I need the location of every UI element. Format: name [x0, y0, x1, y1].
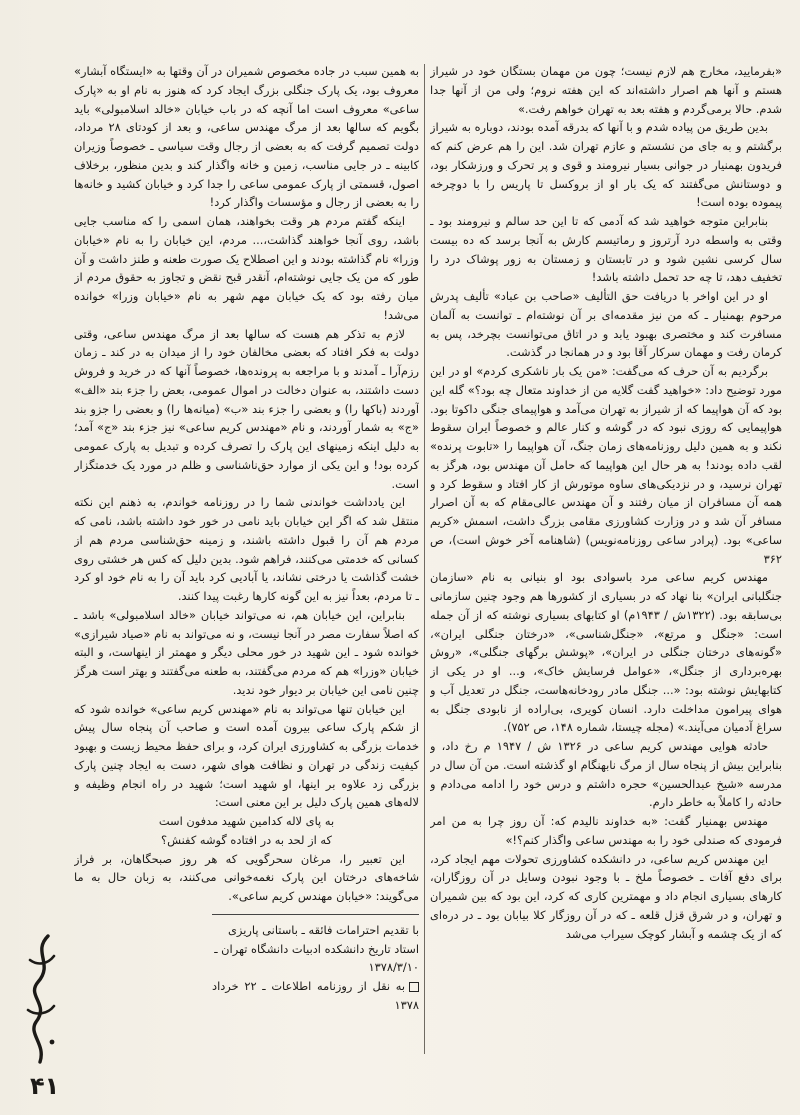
poem-line: به پای لاله کدامین شهید مدفون است: [158, 814, 335, 828]
paragraph: این مهندس کریم ساعی، در دانشکده کشاورزی تحولات مهم ایجاد کرد، برای دفع آفات ـ خصوصاً ملخ ـ با وجود نبودن وسایل در آن روزگاران، کارهای بسیاری انجام داد و مهمترین کاری که کرد، این بود که بین شمیران و تهران، و در شرق قزل قلعه ـ که در آن روزگار کلا بیابان بود ـ در دره‌ای که از یک چشمه و آبشار کوچک سیراب می‌شد: [430, 851, 782, 941]
page-number: ۴۱: [30, 1072, 60, 1100]
poem-line: که از لحد به در افتاده گوشه کفنش؟: [161, 832, 332, 847]
paragraph: «بفرمایید، مخارج هم لازم نیست؛ چون من مهمان بستگان خود در شیراز هستم و آنها هم اصرار داشته‌اند که این هفته نروم؛ ولی من از آنها جدا شدم. حالا برمی‌گردم و هفته بعد به تهران خواهم رفت.»: [430, 64, 782, 116]
paragraph: مهندس بهمنیار گفت: «به خداوند نالیدم که: آن روز چرا به من امر فرمودی که صندلی خود را به مهندس ساعی واگذار کنم؟!»: [430, 814, 782, 847]
paragraph: اینکه گفتم مردم هر وقت بخواهند، همان اسمی را که مناسب جایی باشد، روی آنجا خواهند گذاشت،... مردم، این خیابان را به نام «خیابان وزرا» نام گذاشته بودند و این اصطلاح یک صورت طعنه و طنز داشت و آن طور که من یک جایی نوشته‌ام، آنقدر قبح نقض و تجاوز به حقوق مردم از میان رفته بود که یک خیابان مهم شهر به نام «خیابان وزرا» خوانده می‌شد!: [74, 214, 419, 322]
paragraph: بنابراین، این خیابان هم، نه می‌تواند خیابان «خالد اسلامبولی» باشد ـ که اصلاً سفارت مصر در آنجا نیست، و نه می‌تواند به نام «صیاد شیرازی» خوانده شود ـ این شهید در خور محلی دیگر و مهمتر از اینهاست، و البته خیابان «وزرا» هم که مردم می‌گفتند، به طعنه می‌گفتند و بهتر است هرگز چنین نامی این خیابان بر دیوار خود ندید.: [74, 607, 419, 697]
paragraph: لازم به تذکر هم هست که سالها بعد از مرگ مهندس ساعی، وقتی دولت به فکر افتاد که بعضی مخالفان خود را از میدان به در کند ـ زمان رزم‌آرا ـ آمدند و با مراجعه به پرونده‌ها، خصوصاً آنها که در خرید و فروش دست داشتند، به عنوان دخالت در اموال عمومی، بعض را جزء بند «الف» آوردند (باکها را) و بعضی را جزء بند «ب» (میانه‌ها را) و بعضی را جزو بند «ج» به شمار آوردند، و نام «مهندس کریم ساعی» نیز جزء بند «ج» آمد؛ به دلیل اینکه زمینهای این پارک را تصرف کرده و تبدیل به پارک عمومی کرده بود! و این یکی از موارد حق‌ناشناسی و ظلم در مورد یک خدمتگزار است.: [74, 326, 419, 491]
paragraph: این خیابان تنها می‌تواند به نام «مهندس کریم ساعی» خوانده شود که از شکم پارک ساعی بیرون آمده است و صاحب آن پنجاه سال پیش خدمات بزرگی به کشاورزی ایران کرد، و برای حفظ محیط زیست و بهبود کیفیت زندگی در تهران و نظافت هوای شهر، دست به ایجاد چنین پارک بزرگی زد علاوه بر اینها، او شهید است؛ شهید در راه انجام وظیفه و لاله‌های همین پارک دلیل بر این معنی است:: [74, 701, 419, 810]
closing-paragraph: این تعبیر را، مرغان سحرگویی که هر روز صبحگاهان، بر فراز شاخه‌های درختان این پارک نغمه‌خوانی می‌کنند، به زبان حال به ما می‌گویند: «خیابان مهندس کریم ساعی».: [74, 851, 419, 903]
paragraph: برگردیم به آن حرف که می‌گفت: «من یک بار ناشکری کردم» او در این مورد توضیح داد: «خواهید گفت گلایه من از خداوند متعال چه بود؟» گله این بود که آن هواپیما که از شیراز به تهران می‌آمد و هواپیمای جنگی داکوتا بود. هواپیمایی که روزی نبود که در گوشه و کنار عالم و خصوصاً ایران سقوط نکند و به همین دلیل روزنامه‌های زمان جنگ، آن هواپیما را «تابوت پرنده» لقب داده بودند! به هر حال این هواپیما که حامل آن مهندس بود، هرگز به تهران نرسید، و در نزدیکی‌های ساوه موتورش از کار افتاد و سقوط کرد و همه آن مسافران از میان رفتند و آن مهندس عالی‌مقام که به آن اصرار مسافر آن شد و در وزارت کشاورزی مقامی بزرگ داشت، اسمش «کریم ساعی» بود. (پرادر ساعی روزنامه‌نویس) (شاهنامه آخر خوش است)، ص ۳۶۲: [430, 364, 782, 566]
kerman-logo-icon: [18, 930, 64, 1070]
column-divider: [424, 64, 425, 1054]
left-column: [74, 62, 419, 1062]
paragraph: به همین سبب در جاده مخصوص شمیران در آن وقتها به «ایستگاه آبشار» معروف بود، یک پارک جنگلی بزرگ ایجاد کرد که هنوز به نام او به «پارک ساعی» معروف است اما آنچه که در باب خیابان «خالد اسلامبولی» باید بگویم که سالها بعد از مرگ مهندس ساعی، و بعد از کودتای ۲۸ مرداد، دولت تصمیم گرفت که به بعضی از رجال وقت سیاسی ـ خصوصاً وزیران کابینه ـ در جایی مناسب، زمین و خانه واگذار کند و بدین منظور، برخلاف اصول، قسمتی از پارک عمومی ساعی را جدا کرد و خیابان کشید و خانه‌ها را به بعضی از رجال و مؤسسات واگذار کرد!: [74, 64, 419, 210]
footnote-box-icon: [409, 982, 419, 992]
signature-author: استاد تاریخ دانشکده ادبیات دانشگاه تهران ـ ۱۳۷۸/۳/۱۰: [214, 941, 419, 975]
paragraph: این یادداشت خواندنی شما را در روزنامه خواندم، به ذهنم این نکته منتقل شد که اگر این خیابان باید نامی در خور خود داشته باشد، نامی که مردم هم آن را قبول داشته باشند، و زمینه حق‌شناسی مردم هم از کسانی که خدمتی می‌کنند، فراهم شود. بدین دلیل که کس هر خشتی روی خشت گذاشت یا درختی نشاند، یا آبادیی کرد باید آن را به نام خود او کرد ـ تا مردم، بعداً نیز به این گونه کارها رغبت پیدا کنند.: [74, 495, 419, 603]
right-column: [430, 62, 782, 1062]
signature-block: [212, 914, 419, 1015]
paragraph: او در این اواخر با دریافت حق التألیف «صاحب بن عباد» تألیف پدرش مرحوم بهمنیار ـ که من نیز مقدمه‌ای بر آن نوشته‌ام ـ توانست به آلمان مسافرت کند و مختصری بهبود یابد و در اتاق می‌توانست بچرخد، پس به کرمان رفت و مهمان سرکار آقا بود و در همانجا در گذشت.: [430, 289, 782, 360]
paragraph: مهندس کریم ساعی مرد باسوادی بود او بنیانی به نام «سازمان جنگلبانی ایران» بنا نهاد که در بسیاری از کشورها هم وجود چنین سازمانی بی‌سابقه بود. (۱۳۲۲ش / ۱۹۴۳م) او کتابهای بسیاری نوشته که از آن جمله است: «جنگل و مرتع»، «جنگل‌شناسی»، «درختان جنگلی ایران»، «گونه‌های درختان جنگلی در ایران»، «پوشش برگهای جنگلی»، «روش بهره‌برداری از جنگل»، «عوامل فرسایش خاک»، و... او در یکی از کتابهایش نوشته بود: «... جنگل مادر رودخانه‌هاست، جنگل در تعدیل آب و هوای پیرامون مداخلت دارد. انسان کویری، بی‌اراده از نابودی جنگل به سراغ آدمیان می‌آیند.» (مجله چیستا، شماره ۱۴۸، ص ۷۵۲).: [430, 570, 782, 735]
footnote-text: به نقل از روزنامه اطلاعات ـ ۲۲ خرداد ۱۳۷۸: [212, 979, 419, 1012]
paragraph: بدین طریق من پیاده شدم و با آنها که بدرقه آمده بودند، دوباره به شیراز برگشتم و به جای من نشستم و عازم تهران شد. این را هم عرض کنم که فریدون بهمنیار در جوانی بسیار نیرومند و قوی و پر تحرک و ورزشکار بود، و دوستانش می‌گفتند که یک بار او از بروکسل تا پاریس را با دوچرخه پیموده بوده است!: [430, 120, 782, 210]
paragraph: بنابراین متوجه خواهید شد که آدمی که تا این حد سالم و نیرومند بود ـ وقتی به واسطه درد آرتروز و رماتیسم کارش به آنجا برسد که ده بیست سال کرسی نشین شود و در تابستان و زمستان به زور پوشاک درد را تخفیف دهد، تا چه حد تحمل داشته باشد!: [430, 214, 782, 285]
paragraph: حادثه هوایی مهندس کریم ساعی در ۱۳۲۶ ش / ۱۹۴۷ م رخ داد، و بنابراین بیش از پنجاه سال از مرگ نابهنگام او گذشته است. من آن سال در مدرسه «شیخ عبدالحسین» حجره داشتم و درس خود را ادامه می‌دادم و حادثه را کاملاً به خاطر دارم.: [430, 739, 782, 810]
signature-greeting: با تقدیم احترامات فائقه ـ باستانی پاریزی: [228, 922, 419, 937]
footnote: [212, 977, 419, 1015]
